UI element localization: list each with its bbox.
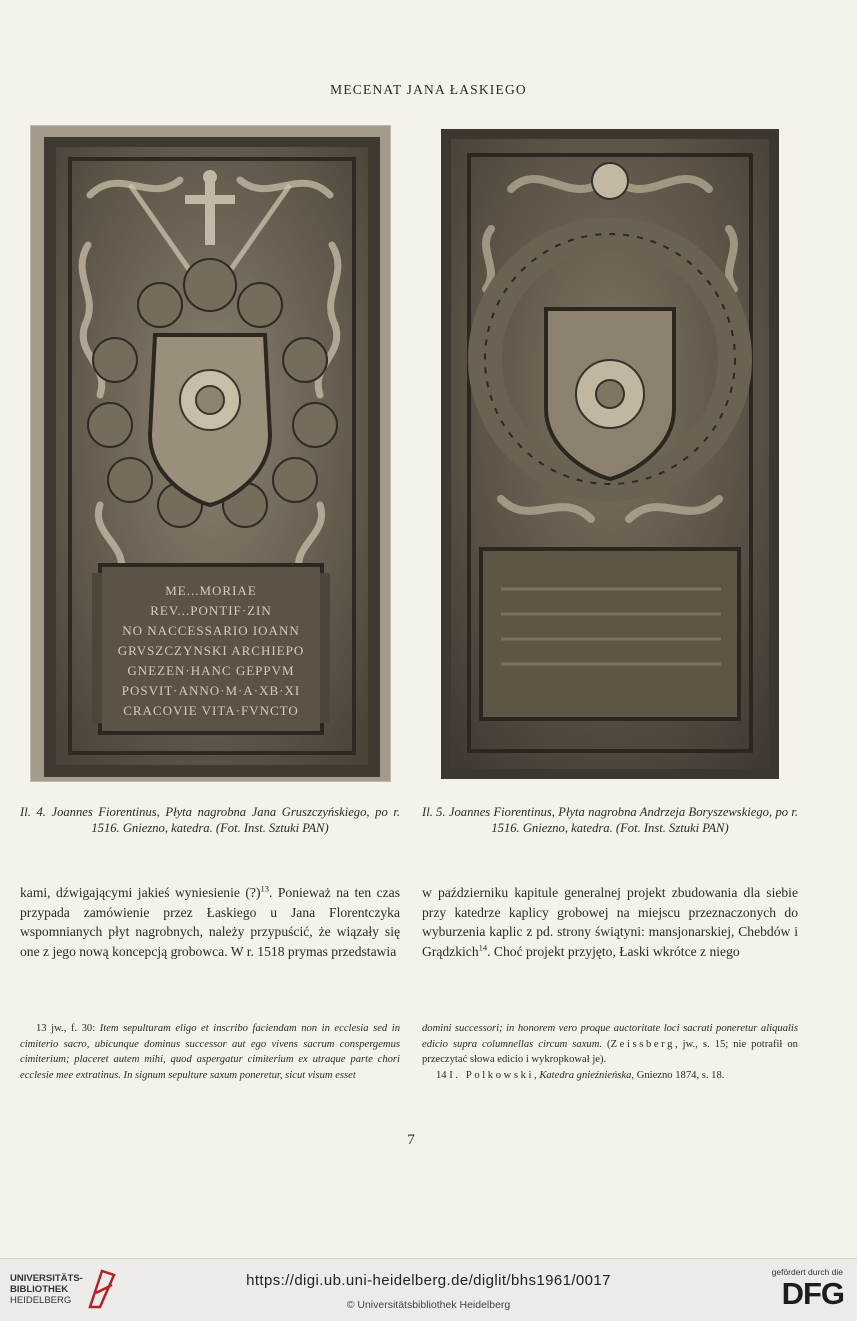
footnote-latin-text: domini successori; in honorem vero proque auctoritate loci sacrati poneretur aliqualis edicio supra columnellas circum saxum. (422, 1023, 798, 1050)
inscription-line: NO NACCESSARIO IOANN (122, 623, 300, 638)
footnote-title: Katedra gnieźnieńska (539, 1069, 632, 1081)
footnote-ref: jw., f. 30: (51, 1023, 96, 1034)
figure-4-photo (30, 125, 391, 782)
footnote-13-continued: domini successori; in honorem vero proque auctoritate loci sacrati poneretur aliqualis edicio supra columnellas circum saxum. (Zeissberg, jw., s. 15; nie potrafił on przeczytać słowa edicio i wykropkował je). (422, 1023, 798, 1066)
body-text-right-column (422, 883, 798, 961)
footnote-ref-13[interactable]: 13 (260, 883, 269, 894)
footnote-13 (20, 1021, 400, 1083)
footnote-number: 13 (36, 1023, 47, 1034)
figure-5-caption: Il. 5. Joannes Fiorentinus, Płyta nagrobna Andrzeja Boryszewskiego, po r. 1516. Gniezno, katedra. (Fot. Inst. Sztuki PAN) (422, 805, 798, 835)
body-text-left-column (20, 883, 400, 961)
footnotes-right-column (422, 1021, 798, 1083)
footnote-ref-14[interactable]: 14 (478, 942, 488, 953)
footnote-text: , jw., s. 15; nie potrafił on przeczytać słowa edicio i wykropkował je). (422, 1038, 798, 1066)
inscription-line: CRACOVIE VITA·FVNCTO (123, 703, 299, 718)
logo-line: UNIVERSITÄTS- (10, 1273, 83, 1284)
footnote-14: 14 I. Polkowski, Katedra gnieźnieńska, Gniezno 1874, s. 18. (436, 1069, 725, 1081)
inscription-line: GNEZEN·HANC GEPPVM (127, 663, 295, 678)
running-head: MECENAT JANA ŁASKIEGO (330, 82, 527, 97)
logo-line: HEIDELBERG (10, 1295, 72, 1306)
footnote-author: I. Polkowski (449, 1069, 535, 1081)
footnote-number: 14 (436, 1069, 447, 1081)
footnote-author: Zeissberg (610, 1038, 675, 1050)
copyright-notice: © Universitätsbibliothek Heidelberg (346, 1299, 511, 1311)
figure-5-photo (441, 129, 779, 779)
footnote-text: , Gniezno 1874, s. 18. (631, 1069, 725, 1081)
sponsor-label: gefördert durch die (771, 1267, 843, 1277)
footnote-latin-text: Item sepulturam eligo et inscribo faciendam non in ecclesia sed in cimiterio sacro, ubicunque dominus successor aut ego vivens sacrum conspergemus cimiterium; placeret autem mihi, quod aspergatur cimiterium ex utraque parte chori ecclesie mee extratinus. In signum sepulture saxum poneretur, sicut visum esset (20, 1023, 400, 1081)
body-text: . Ponieważ na ten czas przypada zamówienie przez Łaskiego u Jana Florentczyka wspomnianych płyt nagrobnych, należy przypuścić, że wiązały się one z jego nową koncepcją grobowca. W r. 1518 prymas przedstawia (20, 885, 400, 959)
body-text: w październiku kapitule generalnej projekt zbudowania dla siebie przy katedrze kaplicy grobowej na miejscu przeznaczonych do wyburzenia kaplic z pd. strony świątyni: mansjonarskiej, Chebdów i Grądzkich (422, 885, 798, 959)
inscription-line: GRVSZCZYNSKI ARCHIEPO (117, 643, 305, 658)
inscription-line: REV...PONTIF·ZIN (150, 603, 272, 618)
dfg-logo[interactable]: DFG (781, 1276, 844, 1311)
inscription-line: ME...MORIAE (165, 583, 257, 598)
logo-line: BIBLIOTHEK (10, 1284, 69, 1295)
page-number: 7 (407, 1132, 415, 1148)
viewer-footer (0, 1258, 857, 1321)
permalink-url[interactable]: https://digi.ub.uni-heidelberg.de/diglit/bhs1961/0017 (246, 1272, 611, 1289)
inscription-line: POSVIT·ANNO·M·A·XB·XI (121, 683, 301, 698)
figure-4-caption: Il. 4. Joannes Fiorentinus, Płyta nagrobna Jana Gruszczyńskiego, po r. 1516. Gniezno, katedra. (Fot. Inst. Sztuki PAN) (20, 805, 400, 835)
body-text: . Choć projekt przyjęto, Łaski wkrótce z niego (487, 943, 740, 959)
footnotes-left-column (20, 1021, 400, 1083)
body-text: kami, dźwigającymi jakieś wyniesienie (?) (20, 885, 261, 900)
